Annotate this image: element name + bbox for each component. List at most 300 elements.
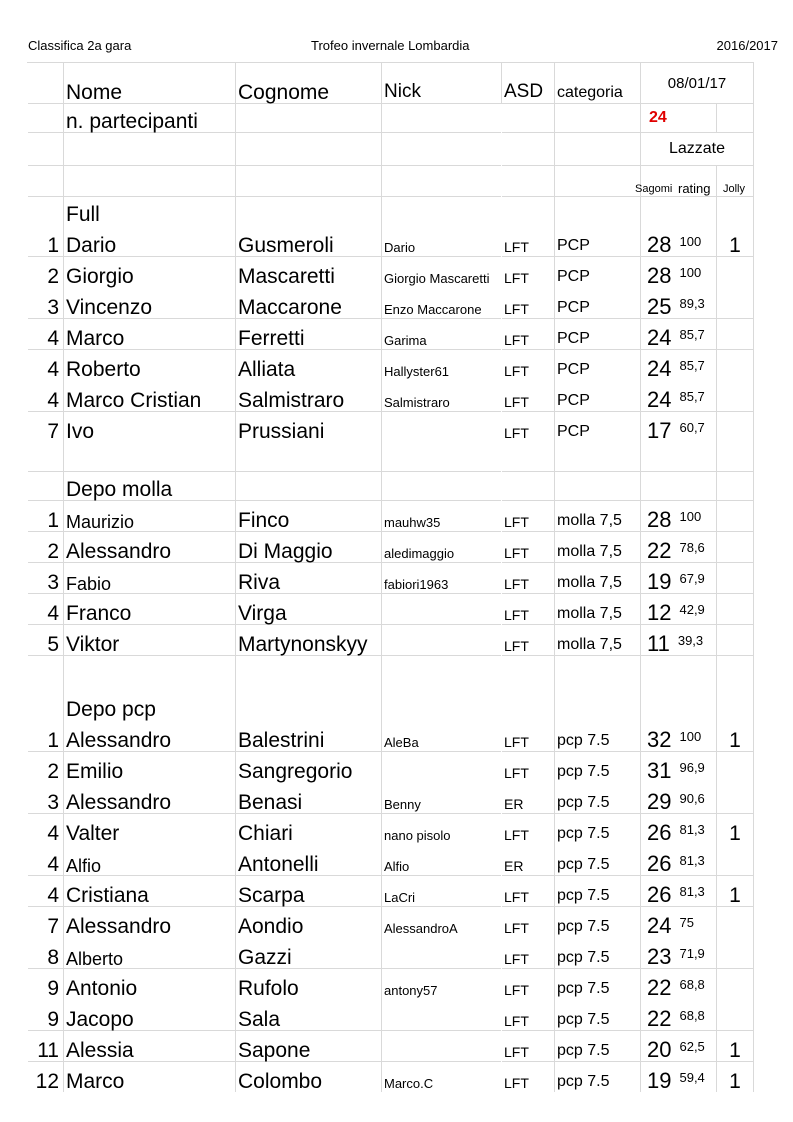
jolly-mark: [717, 783, 754, 814]
sagomi-score: 28: [647, 232, 672, 257]
jolly-mark: [717, 288, 754, 319]
nickname: aledimaggio: [382, 532, 502, 563]
table-row: [28, 563, 754, 594]
category: PCP: [555, 350, 641, 381]
first-name: Viktor: [64, 625, 236, 656]
jolly-mark: [717, 752, 754, 783]
nickname: antony57: [382, 969, 502, 1000]
section-title-full: Full: [64, 197, 236, 226]
table-row: [28, 721, 754, 752]
jolly-mark: 1: [717, 1031, 754, 1062]
nickname: fabiori1963: [382, 563, 502, 594]
rank-position: 3: [28, 563, 64, 594]
jolly-mark: 1: [717, 226, 754, 257]
table-row: [28, 625, 754, 656]
last-name: Salmistraro: [236, 381, 382, 412]
first-name: Alessandro: [64, 532, 236, 563]
jolly-mark: [717, 412, 754, 443]
table-row: [28, 752, 754, 783]
score-cell: [641, 319, 717, 350]
rating-value: 100: [679, 234, 702, 249]
category: pcp 7.5: [555, 969, 641, 1000]
sagomi-score: 28: [647, 507, 672, 532]
nickname: [382, 625, 502, 656]
first-name: Alessia: [64, 1031, 236, 1062]
category: pcp 7.5: [555, 938, 641, 969]
header-nome: Nome: [64, 63, 236, 104]
jolly-mark: [717, 969, 754, 1000]
first-name: Alfio: [64, 845, 236, 876]
rank-position: 4: [28, 814, 64, 845]
jolly-mark: [717, 845, 754, 876]
category: PCP: [555, 257, 641, 288]
section-title-pcp: Depo pcp: [64, 656, 236, 721]
category: molla 7,5: [555, 563, 641, 594]
jolly-mark: 1: [717, 814, 754, 845]
first-name: Antonio: [64, 969, 236, 1000]
section-empty-jolly: [717, 197, 754, 226]
last-name: Sangregorio: [236, 752, 382, 783]
asd-club: LFT: [502, 501, 555, 532]
asd-club: LFT: [502, 412, 555, 443]
last-name: Gazzi: [236, 938, 382, 969]
table-row: [28, 845, 754, 876]
jolly-mark: [717, 594, 754, 625]
ranking-table: [27, 62, 754, 1092]
first-name: Alessandro: [64, 783, 236, 814]
table-row: [28, 1031, 754, 1062]
table-row: [28, 257, 754, 288]
last-name: Virga: [236, 594, 382, 625]
rating-value: 90,6: [679, 791, 705, 806]
nickname: nano pisolo: [382, 814, 502, 845]
nickname: [382, 412, 502, 443]
last-name: Chiari: [236, 814, 382, 845]
score-cell: [641, 381, 717, 412]
table-row: [28, 1000, 754, 1031]
category: PCP: [555, 288, 641, 319]
jolly-mark: [717, 501, 754, 532]
jolly-mark: [717, 350, 754, 381]
score-cell: [641, 721, 717, 752]
first-name: Jacopo: [64, 1000, 236, 1031]
rank-position: 9: [47, 1008, 59, 1031]
category: pcp 7.5: [555, 876, 641, 907]
last-name: Prussiani: [236, 412, 382, 443]
rank-position: 1: [47, 729, 59, 752]
asd-club: LFT: [504, 394, 529, 410]
nickname: Dario: [382, 226, 502, 257]
asd-club: LFT: [502, 625, 555, 656]
rank-position: 3: [47, 791, 59, 814]
nickname: [382, 594, 502, 625]
jolly-mark: 1: [717, 1062, 754, 1093]
first-name: Fabio: [64, 563, 236, 594]
first-name: Roberto: [64, 350, 236, 381]
sagomi-score: 26: [647, 851, 672, 876]
rating-value: 68,8: [679, 977, 705, 992]
asd-club: LFT: [502, 594, 555, 625]
sagomi-score: 25: [647, 294, 672, 319]
jolly-mark: 1: [717, 876, 754, 907]
category: pcp 7.5: [555, 721, 641, 752]
score-cell: [641, 257, 717, 288]
partecipanti-label: n. partecipanti: [64, 104, 236, 133]
table-row: [28, 907, 754, 938]
section-header-full: [28, 197, 754, 226]
score-cell: [641, 1062, 717, 1093]
category: pcp 7.5: [555, 814, 641, 845]
nickname: AleBa: [382, 721, 502, 752]
rating-value: 59,4: [679, 1070, 705, 1085]
nickname: Enzo Maccarone: [382, 288, 502, 319]
table-row: [28, 938, 754, 969]
last-name: Sapone: [236, 1031, 382, 1062]
asd-club: LFT: [504, 951, 529, 967]
blank-cell: [502, 443, 555, 472]
nickname: Alfio: [382, 845, 502, 876]
nickname: Marco.C: [382, 1062, 502, 1093]
sagomi-score: 28: [647, 263, 672, 288]
rank-position: 4: [28, 876, 64, 907]
sagomi-score: 22: [647, 538, 672, 563]
blank-cell: [236, 443, 382, 472]
sagomi-score: 23: [647, 944, 672, 969]
first-name: Maurizio: [64, 501, 236, 532]
jolly-mark: [717, 532, 754, 563]
table-row: [28, 350, 754, 381]
sagomi-score: 31: [647, 758, 672, 783]
section-empty-cat: [555, 197, 641, 226]
table-row: [28, 319, 754, 350]
blank-cell: [382, 443, 502, 472]
score-cell: [641, 969, 717, 1000]
section-empty-score: [641, 656, 717, 721]
blank-row: [28, 443, 754, 472]
first-name: Dario: [64, 226, 236, 257]
jolly-mark: [717, 1000, 754, 1031]
section-header-molla: [28, 472, 754, 501]
rating-value: 100: [679, 509, 702, 524]
jolly-mark: [717, 381, 754, 412]
table-row: [28, 969, 754, 1000]
nickname: LaCri: [382, 876, 502, 907]
rating-value: 68,8: [679, 1008, 705, 1023]
category: molla 7,5: [555, 625, 641, 656]
jolly-mark: [717, 257, 754, 288]
asd-club: ER: [504, 796, 524, 812]
rank-position: 1: [28, 501, 64, 532]
asd-club: LFT: [502, 350, 555, 381]
header-date: 08/01/17: [641, 63, 754, 104]
section-title-molla: Depo molla: [64, 472, 236, 501]
asd-club: LFT: [502, 814, 555, 845]
first-name: Alessandro: [64, 721, 236, 752]
asd-club: LFT: [502, 563, 555, 594]
score-cell: [641, 1031, 717, 1062]
last-name: Balestrini: [236, 721, 382, 752]
section-empty-jolly: [717, 656, 754, 721]
last-name: Mascaretti: [236, 257, 382, 288]
table-row: [28, 412, 754, 443]
asd-club: LFT: [502, 876, 555, 907]
rating-value: 85,7: [679, 358, 705, 373]
first-name: Ivo: [64, 412, 236, 443]
section-empty-asd: [502, 197, 555, 226]
first-name: Marco: [64, 1062, 236, 1093]
last-name: Scarpa: [236, 876, 382, 907]
table-row: [28, 226, 754, 257]
sagomi-score: 26: [647, 882, 672, 907]
first-name: Alberto: [64, 938, 236, 969]
score-cell: [641, 938, 717, 969]
sheet-title: Classifica 2a gara: [28, 38, 132, 53]
score-cell: [641, 1000, 717, 1031]
table-row: [28, 501, 754, 532]
table-row: [28, 594, 754, 625]
rank-position: 7: [28, 412, 64, 443]
rank-position: 4: [47, 853, 59, 876]
asd-club: LFT: [502, 969, 555, 1000]
table-row: [28, 1062, 754, 1093]
asd-club: LFT: [504, 239, 529, 255]
rating-value: 67,9: [679, 571, 705, 586]
score-cell: [641, 350, 717, 381]
blank-cell: [717, 443, 754, 472]
season-label: 2016/2017: [716, 38, 778, 53]
rank-position: 2: [28, 752, 64, 783]
header-categoria: categoria: [555, 63, 641, 104]
rank-position: 1: [47, 234, 59, 257]
asd-club: LFT: [504, 301, 529, 317]
rank-position: 2: [28, 257, 64, 288]
category: pcp 7.5: [555, 845, 641, 876]
header-asd: ASD: [502, 63, 555, 104]
score-cell: [641, 783, 717, 814]
section-empty-score: [641, 197, 717, 226]
jolly-mark: [717, 907, 754, 938]
rating-value: 81,3: [679, 822, 705, 837]
last-name: Colombo: [236, 1062, 382, 1093]
section-empty-jolly: [717, 472, 754, 501]
asd-club: LFT: [502, 257, 555, 288]
sagomi-score: 11: [647, 631, 670, 656]
sagomi-score: 24: [647, 913, 672, 938]
category: PCP: [555, 226, 641, 257]
column-header-row: [28, 63, 754, 104]
jolly-mark: 1: [717, 721, 754, 752]
score-cell: [641, 845, 717, 876]
first-name: Cristiana: [64, 876, 236, 907]
asd-club: ER: [504, 858, 524, 874]
last-name: Alliata: [236, 350, 382, 381]
nickname: [382, 938, 502, 969]
last-name: Aondio: [236, 907, 382, 938]
section-empty-nick: [382, 472, 502, 501]
category: pcp 7.5: [555, 1031, 641, 1062]
asd-club: LFT: [502, 319, 555, 350]
nickname: Salmistraro: [382, 381, 502, 412]
sagomi-score: 19: [647, 569, 672, 594]
sagomi-score: 12: [647, 600, 672, 625]
blank-cell: [28, 443, 64, 472]
score-cell: [641, 226, 717, 257]
jolly-mark: [717, 625, 754, 656]
venue-row: [28, 133, 754, 166]
rank-position: 4: [47, 389, 59, 412]
jolly-header: Jolly: [723, 183, 746, 195]
first-name: Giorgio: [64, 257, 236, 288]
jolly-mark: [717, 938, 754, 969]
sagomi-score: 29: [647, 789, 672, 814]
category: pcp 7.5: [555, 752, 641, 783]
rank-position: 4: [28, 594, 64, 625]
last-name: Ferretti: [236, 319, 382, 350]
last-name: Di Maggio: [236, 532, 382, 563]
asd-club: LFT: [502, 532, 555, 563]
section-header-pcp: [28, 656, 754, 721]
page-header: [28, 38, 780, 54]
nickname: Hallyster61: [382, 350, 502, 381]
section-empty-cognome: [236, 472, 382, 501]
rank-position: 12: [28, 1062, 64, 1093]
rating-value: 85,7: [679, 327, 705, 342]
nickname: Benny: [382, 783, 502, 814]
last-name: Gusmeroli: [236, 226, 382, 257]
asd-club: LFT: [502, 1031, 555, 1062]
rating-value: 39,3: [677, 633, 704, 648]
section-empty-nick: [382, 197, 502, 226]
section-empty-nick: [382, 656, 502, 721]
rating-value: 42,9: [679, 602, 705, 617]
sagomi-score: 32: [647, 727, 672, 752]
table-row: [28, 783, 754, 814]
category: PCP: [555, 381, 641, 412]
table-row: [28, 814, 754, 845]
sagomi-score: 26: [647, 820, 672, 845]
score-cell: [641, 625, 717, 656]
rank-position: 8: [47, 946, 59, 969]
rank-position: 7: [28, 907, 64, 938]
rank-position: 5: [28, 625, 64, 656]
rating-value: 71,9: [679, 946, 705, 961]
venue-label: Lazzate: [641, 133, 754, 166]
score-cell: [641, 412, 717, 443]
rating-value: 96,9: [679, 760, 705, 775]
nickname: AlessandroA: [382, 907, 502, 938]
section-spacer: [28, 656, 64, 721]
score-cell: [641, 876, 717, 907]
last-name: Finco: [236, 501, 382, 532]
rating-header: rating: [678, 181, 711, 196]
sagomi-score: 20: [647, 1037, 672, 1062]
category: pcp 7.5: [555, 907, 641, 938]
first-name: Vincenzo: [64, 288, 236, 319]
section-empty-cat: [555, 472, 641, 501]
rank-position: 11: [28, 1031, 64, 1062]
sagomi-score: 24: [647, 325, 672, 350]
blank-cell: [64, 443, 236, 472]
sagomi-score: 22: [647, 975, 672, 1000]
first-name: Marco Cristian: [64, 381, 236, 412]
category: pcp 7.5: [555, 1062, 641, 1093]
section-empty-cognome: [236, 197, 382, 226]
first-name: Alessandro: [64, 907, 236, 938]
category: pcp 7.5: [555, 783, 641, 814]
score-cell: [641, 594, 717, 625]
rating-value: 62,5: [679, 1039, 705, 1054]
sagomi-score: 22: [647, 1006, 672, 1031]
last-name: Benasi: [236, 783, 382, 814]
section-empty-cognome: [236, 656, 382, 721]
last-name: Martynonskyy: [236, 625, 382, 656]
section-empty-asd: [502, 656, 555, 721]
section-empty-cat: [555, 656, 641, 721]
score-cell: [641, 501, 717, 532]
jolly-mark: [717, 319, 754, 350]
table-row: [28, 288, 754, 319]
blank-cell: [555, 443, 641, 472]
score-cell: [641, 288, 717, 319]
section-empty-score: [641, 472, 717, 501]
category: PCP: [555, 412, 641, 443]
rank-position: 9: [28, 969, 64, 1000]
asd-club: LFT: [502, 752, 555, 783]
jolly-mark: [717, 563, 754, 594]
last-name: Sala: [236, 1000, 382, 1031]
section-empty-asd: [502, 472, 555, 501]
rating-value: 75: [679, 915, 694, 930]
last-name: Riva: [236, 563, 382, 594]
score-cell: [641, 752, 717, 783]
asd-club: LFT: [502, 1062, 555, 1093]
first-name: Emilio: [64, 752, 236, 783]
subheader-row: [28, 166, 754, 197]
rating-value: 85,7: [679, 389, 705, 404]
rank-position: 3: [47, 296, 59, 319]
table-row: [28, 381, 754, 412]
nickname: [382, 752, 502, 783]
score-cell: [641, 814, 717, 845]
last-name: Rufolo: [236, 969, 382, 1000]
last-name: Antonelli: [236, 845, 382, 876]
section-spacer: [28, 472, 64, 501]
rank-position: 4: [28, 319, 64, 350]
sagomi-score: 17: [647, 418, 672, 443]
header-nick: Nick: [382, 63, 502, 104]
nickname: Giorgio Mascaretti: [382, 257, 502, 288]
rating-value: 89,3: [679, 296, 705, 311]
last-name: Maccarone: [236, 288, 382, 319]
score-cell: [641, 563, 717, 594]
rating-value: 100: [679, 729, 702, 744]
nickname: mauhw35: [382, 501, 502, 532]
header-cognome: Cognome: [236, 63, 382, 104]
nickname: [382, 1031, 502, 1062]
category: molla 7,5: [555, 501, 641, 532]
rating-value: 100: [679, 265, 702, 280]
score-cell: [641, 532, 717, 563]
table-row: [28, 532, 754, 563]
category: PCP: [555, 319, 641, 350]
sagomi-header: Sagomi: [635, 183, 673, 195]
category: molla 7,5: [555, 594, 641, 625]
blank-cell: [641, 443, 717, 472]
asd-club: LFT: [504, 1013, 529, 1029]
partecipanti-count: 24: [641, 104, 717, 133]
score-cell: [641, 907, 717, 938]
rating-value: 81,3: [679, 884, 705, 899]
